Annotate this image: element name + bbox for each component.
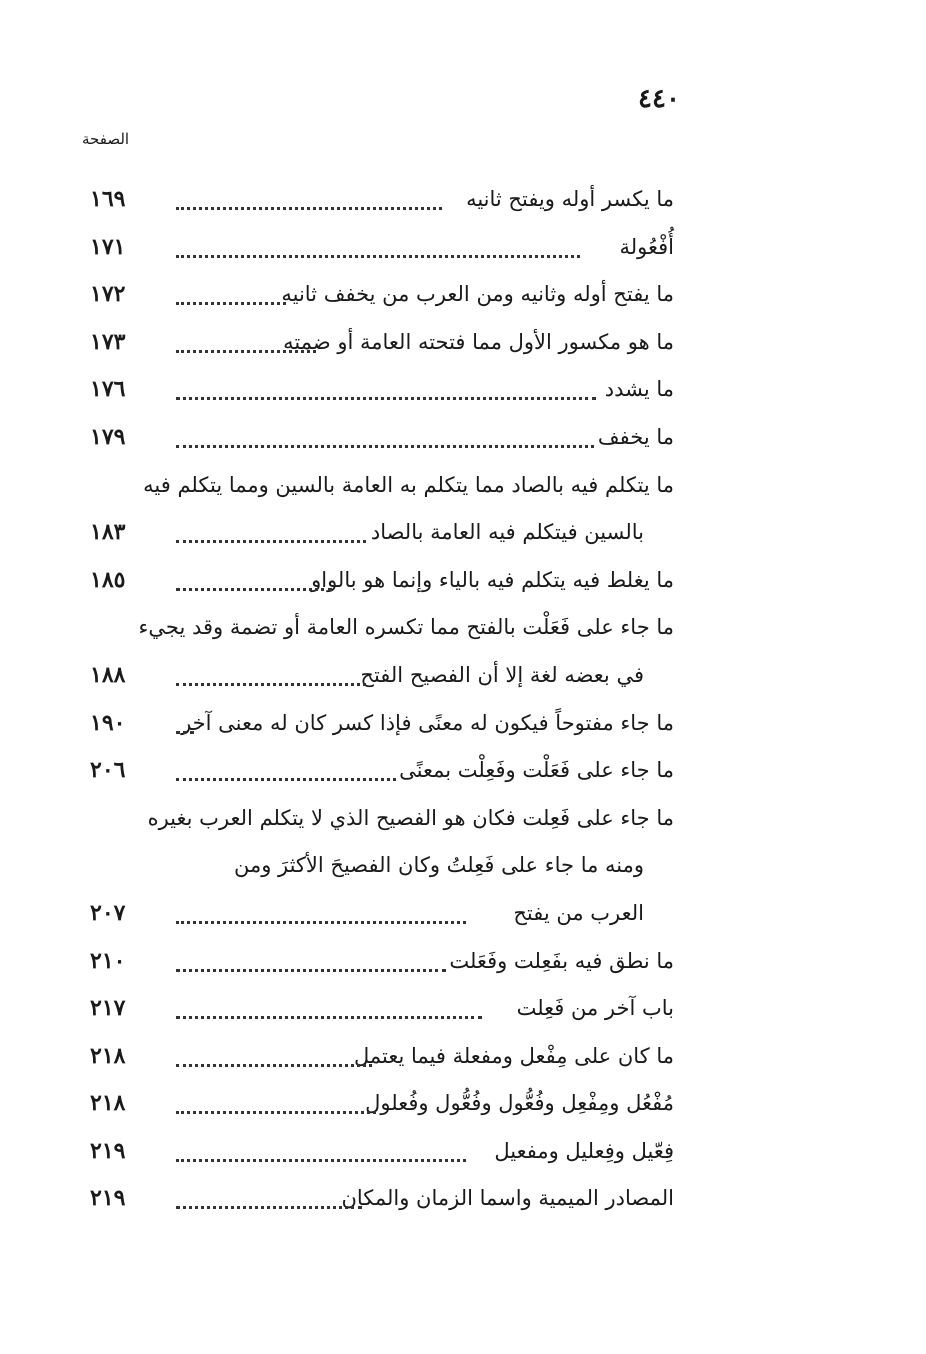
toc-entry-title: ما جاء مفتوحاً فيكون له معنًى فإذا كسر كان له معنى آخر: [181, 710, 674, 735]
toc-entry-continuation: [0, 509, 926, 557]
toc-entry-title: فِعّيل وفِعليل ومفعيل: [494, 1138, 674, 1163]
toc-entry-title: ما يفتح أوله وثانيه ومن العرب من يخفف ثانيه: [281, 282, 674, 307]
toc-entry-page: ١٩٠: [90, 709, 126, 736]
dot-leader: [176, 437, 594, 448]
toc-entry: [0, 938, 926, 986]
dot-leader: [176, 770, 396, 781]
table-of-contents: [0, 176, 926, 1223]
toc-entry-title: ما يتكلم فيه بالصاد مما يتكلم به العامة بالسين ومما يتكلم فيه: [143, 472, 674, 497]
toc-entry: [0, 747, 926, 795]
dot-leader: [176, 1056, 372, 1067]
toc-entry-continuation: [0, 842, 926, 890]
toc-entry: [0, 1128, 926, 1176]
dot-leader: [176, 961, 446, 972]
toc-entry-title: ما جاء على فَعَلْت وفَعِلْت بمعنًى: [399, 758, 674, 783]
toc-entry-title: العرب من يفتح: [513, 900, 644, 925]
toc-entry: [0, 319, 926, 367]
toc-entry-page: ٢١٠: [90, 947, 126, 974]
dot-leader: [176, 389, 596, 400]
toc-entry: [0, 985, 926, 1033]
toc-entry: [0, 795, 926, 843]
toc-entry: [0, 700, 926, 748]
dot-leader: [176, 1008, 482, 1019]
dot-leader: [176, 1198, 362, 1209]
dot-leader: [176, 675, 366, 686]
toc-entry-title: مُفْعُل ومِفْعِل وفُعُّول وفُعُّول وفُعلول: [365, 1091, 674, 1116]
toc-entry-page: ١٧٣: [90, 328, 126, 355]
dot-leader: [176, 199, 442, 210]
toc-entry: [0, 604, 926, 652]
toc-entry-page: ٢١٩: [90, 1185, 126, 1212]
toc-entry-page: ٢١٩: [90, 1137, 126, 1164]
toc-entry-title: المصادر الميمية واسما الزمان والمكان: [341, 1186, 674, 1211]
toc-entry: [0, 414, 926, 462]
toc-entry-title: ما جاء على فَعِلت فكان هو الفصيح الذي لا يتكلم العرب بغيره: [147, 805, 674, 830]
toc-entry-title: ما هو مكسور الأول مما فتحته العامة أو ضمته: [283, 329, 674, 354]
toc-entry-page: ٢١٨: [90, 1042, 126, 1069]
toc-entry-page: ١٨٨: [90, 661, 126, 688]
toc-entry-page: ١٧١: [90, 233, 126, 260]
dot-leader: [176, 294, 286, 305]
toc-entry-title: ما نطق فيه بفَعِلت وفَعَلت: [449, 948, 674, 973]
dot-leader: [176, 1151, 466, 1162]
toc-entry: [0, 1033, 926, 1081]
toc-entry: [0, 557, 926, 605]
toc-entry-title: أُفْعُولة: [619, 234, 674, 259]
toc-entry-page: ٢١٧: [90, 995, 126, 1022]
toc-entry: [0, 271, 926, 319]
toc-entry-continuation: [0, 652, 926, 700]
toc-entry-page: ٢٠٦: [90, 757, 126, 784]
toc-entry-title: ما يخفف: [597, 424, 674, 449]
toc-entry-title: ما يكسر أوله ويفتح ثانيه: [466, 187, 674, 211]
toc-entry: [0, 224, 926, 272]
toc-entry: [0, 1175, 926, 1223]
toc-entry: [0, 462, 926, 510]
toc-entry-title: باب آخر من فَعِلت: [516, 996, 674, 1021]
page-number: ٤٤٠: [638, 84, 680, 114]
toc-entry-title: ما يشدد: [604, 377, 674, 402]
toc-entry-page: ١٧٩: [90, 423, 126, 450]
dot-leader: [176, 580, 332, 591]
page-column-label: الصفحة: [82, 130, 130, 148]
dot-leader: [176, 342, 316, 353]
toc-entry: [0, 366, 926, 414]
toc-entry-title: ما يغلط فيه يتكلم فيه بالياء وإنما هو بالواو: [311, 567, 674, 592]
toc-entry-page: ١٧٢: [90, 281, 126, 308]
dot-leader: [176, 247, 580, 258]
toc-entry-title: ما كان على مِفْعل ومفعلة فيما يعتمل: [353, 1043, 674, 1068]
toc-entry-title: بالسين فيتكلم فيه العامة بالصاد: [370, 520, 644, 545]
dot-leader: [176, 532, 366, 543]
toc-entry-title: في بعضه لغة إلا أن الفصيح الفتح: [360, 662, 644, 687]
toc-entry-title: ما جاء على فَعَلْت بالفتح مما تكسره العامة أو تضمة وقد يجيء: [138, 615, 674, 640]
toc-entry-title: ومنه ما جاء على فَعِلتُ وكان الفصيحَ الأكثرَ ومن: [233, 853, 644, 878]
toc-entry: [0, 176, 926, 224]
toc-entry-page: ١٨٥: [90, 566, 126, 593]
dot-leader: [176, 723, 194, 734]
toc-entry: [0, 1080, 926, 1128]
toc-entry-continuation: [0, 890, 926, 938]
toc-entry-page: ١٦٩: [90, 186, 126, 212]
dot-leader: [176, 913, 466, 924]
toc-entry-page: ٢٠٧: [90, 899, 126, 926]
toc-entry-page: ١٨٣: [90, 519, 126, 546]
toc-entry-page: ١٧٦: [90, 376, 126, 403]
toc-entry-page: ٢١٨: [90, 1090, 126, 1117]
dot-leader: [176, 1103, 376, 1114]
